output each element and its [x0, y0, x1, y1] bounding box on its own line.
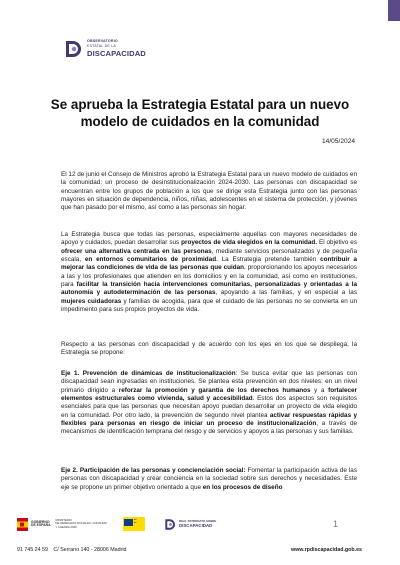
paragraph-eje-2 — [61, 467, 357, 500]
gov-line-1: GOBIERNO — [31, 519, 50, 524]
text-run: : Se busca evitar que las personas con discapacidad sean ingresadas en instituciones. Se plantea esta prevención en dos niveles: en un nivel primario dirigido a — [61, 370, 357, 394]
article-date: 14/05/2024 — [321, 138, 355, 145]
real-line-2: DISCAPACIDAD — [178, 522, 213, 528]
paragraph-3: Respecto a las personas con discapacidad y de acuerdo con los ejes en los que se despliega, la Estrategia se propone: — [61, 341, 357, 357]
footer-contact-bar — [17, 547, 362, 553]
paragraph-eje-1 — [61, 370, 357, 437]
text-run: , mediante servicios personalizados y de pequeña escala, — [61, 247, 357, 264]
bold-text-run: proyectos de vida elegidos en la comunidad. — [181, 239, 318, 247]
corner-accent — [388, 0, 400, 21]
bold-text-run: activar respuestas rápidas y flexibles para personas en riesgo de iniciar un proceso de institucionalización — [61, 411, 357, 428]
observatorio-logo-icon — [64, 39, 84, 59]
gov-line-2: DE ESPAÑA — [31, 523, 51, 527]
eu-funding-logo — [123, 517, 145, 531]
article-title: Se aprueba la Estrategia Estatal para un nuevo modelo de cuidados en la comunidad — [50, 97, 350, 129]
bold-text-run: Eje 2. Participación de las personas y concienciación social: — [61, 467, 246, 474]
spain-shield-icon — [17, 518, 28, 531]
real-patronato-logo — [164, 518, 216, 531]
bold-text-run: fortalecer elementos estructurales como vivienda, salud y accesibilidad — [61, 386, 357, 403]
footer-address: C/ Serrano 140 - 28006 Madrid — [53, 547, 127, 553]
footer-phone: 91 745 24 59 — [17, 547, 48, 553]
bold-text-run: facilitar la transición hacia intervenciones comunitarias, personalizadas y orientadas a la autonomía y autodeterminación de las personas — [61, 281, 357, 297]
bold-text-run: en entornos comunitarios de proximidad — [84, 256, 217, 264]
bold-text-run: reforzar la promoción y garantía de los derechos humanos — [118, 386, 311, 394]
gov-line-5: Y AGENDA 2030 — [55, 524, 77, 529]
bold-text-run: en los procesos de diseño — [202, 483, 283, 491]
gov-line-4: DE DERECHOS SOCIALES, CONSUMO — [55, 521, 107, 526]
page-number: 1 — [333, 519, 339, 529]
bold-text-run: Eje 1. Prevención de dinámicas de institucionalización — [61, 370, 236, 377]
text-run: Fomentar la participación activa de las personas con discapacidad y crear conciencia en la sociedad sobre sus derechos y necesidades. Este eje se propone un primer objetivo orientado a que — [61, 467, 357, 491]
footer-website-link[interactable]: www.rpdiscapacidad.gob.es — [290, 547, 362, 553]
eu-text-icon: ●● ●● — [133, 519, 137, 524]
footer-logos — [17, 517, 216, 531]
text-run: La Estrategia busca que todas las personas, especialmente aquellas con mayores necesidades de apoyo y cuidados, puedan desarrollar sus — [61, 231, 357, 247]
paragraph-2 — [61, 231, 357, 314]
text-run: . La Estrategia pretende también — [216, 256, 321, 264]
text-run: , apoyando a las familias, y en especial a las — [215, 289, 357, 297]
bold-text-run: ofrecer una alternativa centrada en las personas — [61, 247, 212, 255]
text-run: , proporcionando los apoyos necesarios a las y los profesionales que atienden en los domicilios y en la comunidad, así como en instituciones, para — [61, 264, 357, 289]
logo-line-3: DISCAPACIDAD — [87, 49, 146, 59]
logo-line-1: OBSERVATORIO — [87, 39, 118, 44]
logo-line-2: ESTATAL DE LA — [87, 43, 117, 48]
bold-text-run: mujeres cuidadoras — [61, 297, 122, 305]
text-run: y familias de acogida, para que el cuidado de las personas no se convierta en un impedimento para sus propios proyectos de vida. — [61, 297, 357, 314]
text-run: . Estos dos aspectos son requisitos esenciales para que las personas que necesitan apoyo puedan desarrollar un proyecto de vida elegido en la comunidad. Por otro lado, la prevención de segundo nivel plantea — [61, 395, 357, 419]
real-patronato-logo-icon — [164, 518, 177, 531]
observatorio-logo — [64, 39, 146, 59]
bold-text-run: contribuir a mejorar las condiciones de vida de las personas que cuidan — [61, 256, 357, 272]
eu-flag-icon — [124, 519, 133, 526]
gov-line-3: MINISTERIO — [55, 518, 72, 523]
text-run: , a través de mecanismos de identificación temprana del riesgo y de servicios y apoyos a las personas y sus familias. — [61, 420, 357, 436]
real-line-1: REAL PATRONATO SOBRE — [178, 518, 217, 523]
text-run: El objetivo es — [317, 239, 357, 247]
text-run: y a — [310, 386, 329, 394]
paragraph-1: El 12 de junio el Consejo de Ministros aprobó la Estrategia Estatal para un nuevo modelo de cuidados en la comunidad: un proceso de desinstitucionalización 2024-2030. Las personas con discapacidad se encuentran entre los grupos de población a los que se dirige esta Estrategia junto con las personas mayores en situación de dependencia, niños, niñas, adolescentes en el sistema de protección, y jóvenes que han pasado por el mismo, así como a las personas sin hogar. — [61, 171, 357, 212]
gobierno-logo — [17, 518, 107, 531]
